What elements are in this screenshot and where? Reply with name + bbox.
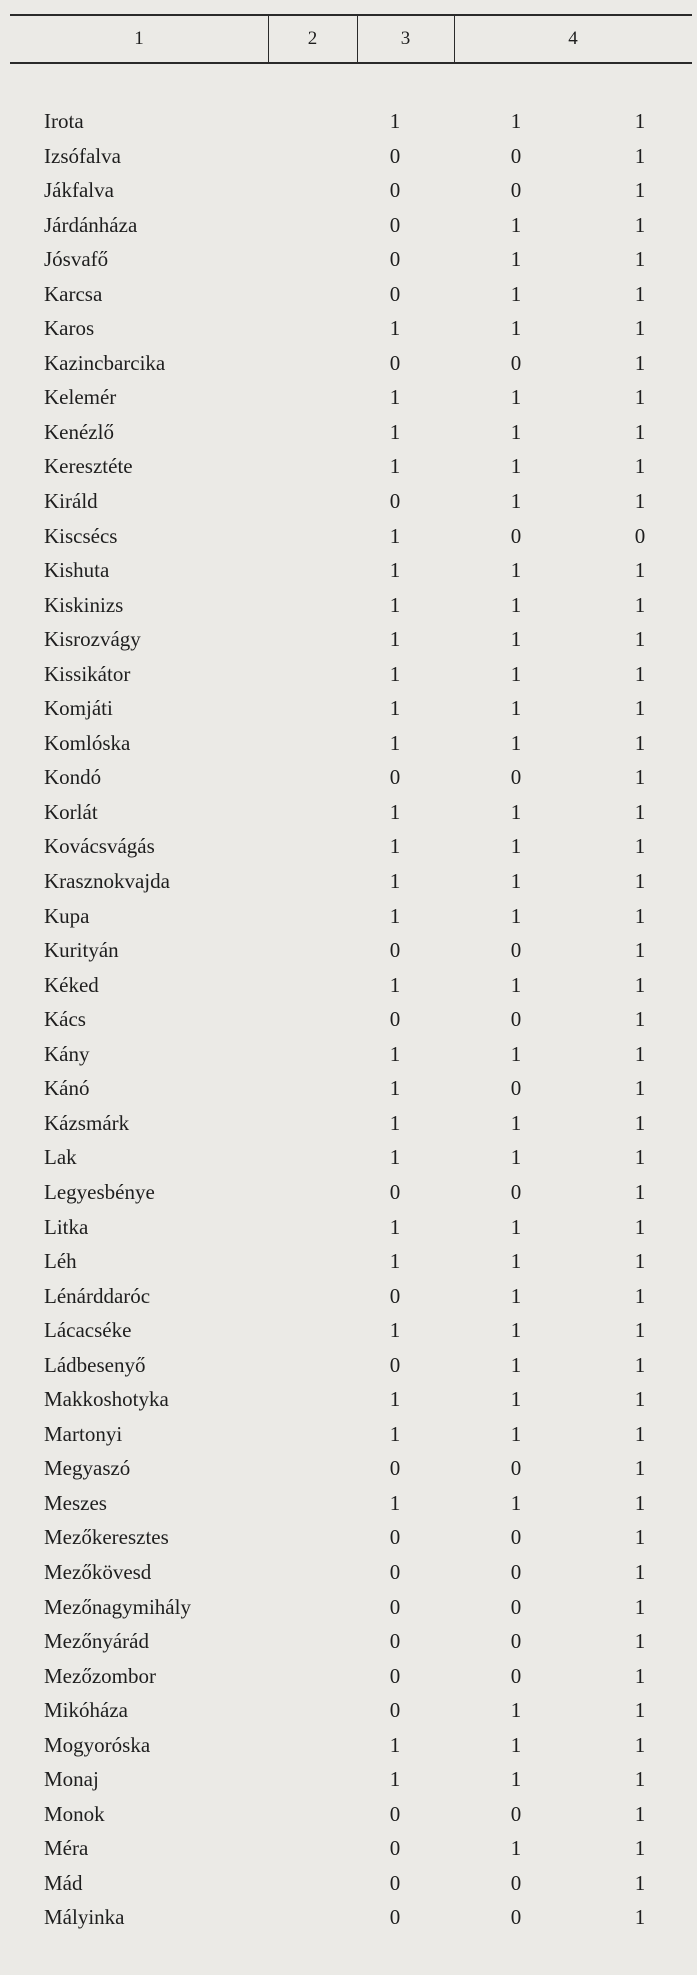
value-col-3: 1	[510, 1387, 522, 1412]
value-col-2: 0	[389, 212, 401, 237]
value-col-3: 1	[510, 869, 522, 894]
place-name: Monok	[44, 1801, 105, 1826]
value-col-4: 1	[634, 1041, 646, 1066]
place-name: Komlóska	[44, 730, 131, 755]
value-col-3: 1	[510, 972, 522, 997]
place-name: Kánó	[44, 1076, 90, 1101]
value-col-4: 1	[634, 1110, 646, 1135]
table-row	[0, 553, 697, 588]
value-col-3: 1	[510, 109, 522, 133]
place-name: Kishuta	[44, 558, 110, 583]
value-col-2: 1	[389, 109, 401, 133]
table-row	[0, 346, 697, 381]
value-col-2: 0	[389, 1456, 401, 1481]
header-divider	[454, 16, 455, 62]
value-col-3: 0	[510, 523, 522, 548]
value-col-3: 1	[510, 627, 522, 652]
table-row	[0, 1693, 697, 1728]
place-name: Mogyoróska	[44, 1732, 151, 1757]
value-col-4: 1	[634, 661, 646, 686]
value-col-4: 1	[634, 730, 646, 755]
value-col-2: 1	[389, 1421, 401, 1446]
table-row	[0, 139, 697, 174]
value-col-2: 1	[389, 627, 401, 652]
value-col-2: 0	[389, 1525, 401, 1550]
value-col-3: 1	[510, 316, 522, 341]
value-col-4: 1	[634, 281, 646, 306]
place-name: Makkoshotyka	[44, 1387, 169, 1412]
place-name: Kissikátor	[44, 661, 131, 686]
place-name: Kázsmárk	[44, 1110, 130, 1135]
value-col-2: 0	[389, 938, 401, 963]
value-col-3: 1	[510, 1490, 522, 1515]
table-row	[0, 1106, 697, 1141]
value-col-2: 0	[389, 1870, 401, 1895]
table-row	[0, 1797, 697, 1832]
table-row	[0, 1762, 697, 1797]
value-col-4: 1	[634, 454, 646, 479]
table-row	[0, 449, 697, 484]
value-col-3: 1	[510, 419, 522, 444]
table-row	[0, 1555, 697, 1590]
place-name: Mikóháza	[44, 1698, 128, 1723]
value-col-4: 1	[634, 350, 646, 375]
value-col-4: 1	[634, 869, 646, 894]
place-name: Királd	[44, 489, 98, 514]
value-col-4: 1	[634, 1283, 646, 1308]
value-col-2: 1	[389, 869, 401, 894]
value-col-4: 1	[634, 903, 646, 928]
value-col-2: 0	[389, 1352, 401, 1377]
header-divider	[268, 16, 269, 62]
value-col-3: 1	[510, 1767, 522, 1792]
value-col-2: 0	[389, 350, 401, 375]
place-name: Komjáti	[44, 696, 113, 721]
table-row	[0, 864, 697, 899]
table-row	[0, 1244, 697, 1279]
value-col-4: 1	[634, 1421, 646, 1446]
place-name: Méra	[44, 1836, 89, 1861]
value-col-3: 1	[510, 696, 522, 721]
value-col-2: 0	[389, 1663, 401, 1688]
value-col-4: 1	[634, 385, 646, 410]
place-name: Mezőnagymihály	[44, 1594, 191, 1619]
value-col-4: 1	[634, 1179, 646, 1204]
value-col-3: 1	[510, 661, 522, 686]
value-col-3: 1	[510, 212, 522, 237]
place-name: Lácacséke	[44, 1318, 132, 1343]
header-col-2: 2	[307, 28, 318, 49]
value-col-4: 1	[634, 938, 646, 963]
table-row	[0, 173, 697, 208]
place-name: Mád	[44, 1870, 83, 1895]
value-col-2: 0	[389, 178, 401, 203]
place-name: Megyaszó	[44, 1456, 131, 1481]
value-col-3: 1	[510, 1421, 522, 1446]
value-col-4: 1	[634, 1318, 646, 1343]
value-col-2: 1	[389, 1490, 401, 1515]
value-col-2: 1	[389, 799, 401, 824]
value-col-3: 0	[510, 1525, 522, 1550]
value-col-3: 0	[510, 1663, 522, 1688]
value-col-2: 0	[389, 1283, 401, 1308]
place-name: Martonyi	[44, 1421, 123, 1446]
place-name: Korlát	[44, 799, 98, 824]
header-col-4: 4	[568, 28, 578, 49]
value-col-4: 1	[634, 1007, 646, 1032]
value-col-2: 0	[389, 281, 401, 306]
value-col-2: 1	[389, 385, 401, 410]
value-col-2: 0	[389, 1905, 401, 1930]
value-col-3: 0	[510, 143, 522, 168]
place-name: Monaj	[44, 1767, 99, 1792]
value-col-4: 1	[634, 1870, 646, 1895]
value-col-4: 1	[634, 1801, 646, 1826]
value-col-4: 1	[634, 765, 646, 790]
value-col-4: 1	[634, 834, 646, 859]
value-col-4: 1	[634, 1076, 646, 1101]
value-col-2: 0	[389, 1836, 401, 1861]
value-col-4: 1	[634, 109, 646, 133]
value-col-2: 0	[389, 1594, 401, 1619]
table-row	[0, 829, 697, 864]
value-col-2: 0	[389, 1629, 401, 1654]
value-col-2: 0	[389, 1801, 401, 1826]
table-row	[0, 1210, 697, 1245]
value-col-4: 1	[634, 489, 646, 514]
table-row	[0, 1037, 697, 1072]
value-col-4: 1	[634, 178, 646, 203]
value-col-4: 1	[634, 1145, 646, 1170]
value-col-3: 0	[510, 1870, 522, 1895]
value-col-2: 1	[389, 592, 401, 617]
table-row	[0, 1728, 697, 1763]
value-col-2: 0	[389, 1698, 401, 1723]
place-name: Kazincbarcika	[44, 350, 166, 375]
value-col-3: 0	[510, 1007, 522, 1032]
table-row	[0, 1175, 697, 1210]
table-row	[0, 1071, 697, 1106]
value-col-3: 0	[510, 765, 522, 790]
value-col-2: 1	[389, 1041, 401, 1066]
table-row	[0, 1279, 697, 1314]
table-row	[0, 588, 697, 623]
table-header	[10, 16, 692, 62]
place-name: Lak	[44, 1145, 77, 1170]
place-name: Meszes	[44, 1490, 107, 1515]
place-name: Mezőzombor	[44, 1663, 156, 1688]
table-row	[0, 415, 697, 450]
value-col-3: 1	[510, 1249, 522, 1274]
table-row	[0, 242, 697, 277]
table-row	[0, 1451, 697, 1486]
place-name: Kondó	[44, 765, 102, 790]
value-col-2: 0	[389, 1007, 401, 1032]
table-row	[0, 622, 697, 657]
value-col-3: 1	[510, 1283, 522, 1308]
value-col-2: 0	[389, 1559, 401, 1584]
value-col-2: 1	[389, 1318, 401, 1343]
value-col-3: 1	[510, 454, 522, 479]
place-name: Kány	[44, 1041, 90, 1066]
value-col-3: 0	[510, 1076, 522, 1101]
value-col-3: 1	[510, 558, 522, 583]
value-col-3: 1	[510, 1352, 522, 1377]
place-name: Kupa	[44, 903, 90, 928]
place-name: Kovácsvágás	[44, 834, 155, 859]
table-row	[0, 484, 697, 519]
value-col-3: 0	[510, 1905, 522, 1930]
value-col-2: 1	[389, 1076, 401, 1101]
value-col-2: 1	[389, 523, 401, 548]
value-col-3: 1	[510, 281, 522, 306]
value-col-4: 1	[634, 1732, 646, 1757]
value-col-4: 1	[634, 1387, 646, 1412]
value-col-3: 0	[510, 938, 522, 963]
value-col-2: 1	[389, 1387, 401, 1412]
value-col-4: 1	[634, 799, 646, 824]
value-col-4: 1	[634, 316, 646, 341]
value-col-2: 0	[389, 247, 401, 272]
place-name: Mezőnyárád	[44, 1629, 149, 1654]
value-col-3: 0	[510, 350, 522, 375]
place-name: Kiscsécs	[44, 523, 118, 548]
table-row	[0, 1659, 697, 1694]
place-name: Karcsa	[44, 281, 103, 306]
table-row	[0, 1313, 697, 1348]
value-col-4: 0	[634, 523, 646, 548]
value-col-4: 1	[634, 1456, 646, 1481]
place-name: Kenézlő	[44, 419, 114, 444]
value-col-3: 1	[510, 1836, 522, 1861]
place-name: Karos	[44, 316, 95, 341]
table-row	[0, 760, 697, 795]
table-row	[0, 1382, 697, 1417]
value-col-4: 1	[634, 1629, 646, 1654]
table-row	[0, 1831, 697, 1866]
place-name: Litka	[44, 1214, 89, 1239]
table-row	[0, 726, 697, 761]
value-col-2: 1	[389, 1732, 401, 1757]
table-body	[0, 104, 697, 1935]
table-row	[0, 104, 697, 139]
value-col-4: 1	[634, 1698, 646, 1723]
value-col-4: 1	[634, 1836, 646, 1861]
value-col-2: 1	[389, 1249, 401, 1274]
value-col-4: 1	[634, 1663, 646, 1688]
value-col-2: 0	[389, 489, 401, 514]
table-row	[0, 1140, 697, 1175]
place-name: Kurityán	[44, 938, 119, 963]
place-name: Krasznokvajda	[44, 869, 170, 894]
value-col-4: 1	[634, 143, 646, 168]
header-col-3: 3	[400, 28, 411, 49]
value-col-2: 1	[389, 903, 401, 928]
table-row	[0, 208, 697, 243]
value-col-2: 0	[389, 1179, 401, 1204]
value-col-3: 0	[510, 1801, 522, 1826]
value-col-2: 1	[389, 1767, 401, 1792]
table-row	[0, 1590, 697, 1625]
value-col-3: 1	[510, 1732, 522, 1757]
value-col-3: 0	[510, 1559, 522, 1584]
place-name: Léh	[44, 1249, 77, 1274]
value-col-4: 1	[634, 1559, 646, 1584]
value-col-3: 1	[510, 247, 522, 272]
value-col-2: 1	[389, 972, 401, 997]
value-col-3: 0	[510, 1629, 522, 1654]
value-col-4: 1	[634, 972, 646, 997]
place-name: Járdánháza	[44, 212, 138, 237]
value-col-3: 1	[510, 1214, 522, 1239]
table-row	[0, 1002, 697, 1037]
value-col-3: 1	[510, 385, 522, 410]
table-row	[0, 311, 697, 346]
header-col-1: 1	[134, 28, 144, 49]
value-col-3: 0	[510, 178, 522, 203]
value-col-3: 1	[510, 1145, 522, 1170]
value-col-4: 1	[634, 1905, 646, 1930]
place-name: Kisrozvágy	[44, 627, 141, 652]
value-col-4: 1	[634, 558, 646, 583]
value-col-4: 1	[634, 592, 646, 617]
value-col-4: 1	[634, 696, 646, 721]
value-col-2: 1	[389, 558, 401, 583]
table-row	[0, 657, 697, 692]
table-row	[0, 380, 697, 415]
value-col-3: 1	[510, 903, 522, 928]
value-col-3: 1	[510, 1698, 522, 1723]
place-name: Kiskinizs	[44, 592, 124, 617]
value-col-3: 1	[510, 1318, 522, 1343]
value-col-3: 1	[510, 489, 522, 514]
place-name: Mezőkövesd	[44, 1559, 152, 1584]
place-name: Kács	[44, 1007, 86, 1032]
value-col-2: 1	[389, 730, 401, 755]
place-name: Irota	[44, 109, 84, 133]
value-col-2: 0	[389, 765, 401, 790]
value-col-4: 1	[634, 627, 646, 652]
place-name: Mezőkeresztes	[44, 1525, 169, 1550]
value-col-4: 1	[634, 247, 646, 272]
value-col-2: 1	[389, 316, 401, 341]
value-col-2: 1	[389, 1145, 401, 1170]
value-col-3: 1	[510, 1041, 522, 1066]
value-col-2: 1	[389, 696, 401, 721]
table-row	[0, 1624, 697, 1659]
table-row	[0, 795, 697, 830]
table-row	[0, 1417, 697, 1452]
value-col-2: 0	[389, 143, 401, 168]
value-col-2: 1	[389, 834, 401, 859]
value-col-3: 1	[510, 592, 522, 617]
place-name: Jósvafő	[44, 247, 109, 272]
place-name: Kelemér	[44, 385, 117, 410]
header-divider	[357, 16, 358, 62]
value-col-4: 1	[634, 1490, 646, 1515]
value-col-3: 0	[510, 1179, 522, 1204]
place-name: Keresztéte	[44, 454, 133, 479]
value-col-2: 1	[389, 1110, 401, 1135]
value-col-3: 1	[510, 834, 522, 859]
place-name: Kéked	[44, 972, 99, 997]
place-name: Lénárddaróc	[44, 1283, 151, 1308]
table-row	[0, 933, 697, 968]
value-col-4: 1	[634, 1249, 646, 1274]
value-col-2: 1	[389, 454, 401, 479]
table-row	[0, 277, 697, 312]
table-row	[0, 968, 697, 1003]
value-col-2: 1	[389, 1214, 401, 1239]
place-name: Ládbesenyő	[44, 1352, 146, 1377]
table-row	[0, 691, 697, 726]
value-col-4: 1	[634, 1594, 646, 1619]
header-bottom-rule	[10, 62, 692, 64]
table-row	[0, 519, 697, 554]
place-name: Legyesbénye	[44, 1179, 155, 1204]
value-col-3: 1	[510, 730, 522, 755]
value-col-4: 1	[634, 419, 646, 444]
place-name: Mályinka	[44, 1905, 125, 1930]
value-col-3: 1	[510, 1110, 522, 1135]
value-col-4: 1	[634, 1525, 646, 1550]
table-row	[0, 1520, 697, 1555]
table-row	[0, 899, 697, 934]
value-col-4: 1	[634, 1352, 646, 1377]
value-col-3: 0	[510, 1594, 522, 1619]
value-col-4: 1	[634, 1214, 646, 1239]
value-col-2: 1	[389, 661, 401, 686]
value-col-3: 0	[510, 1456, 522, 1481]
place-name: Jákfalva	[44, 178, 114, 203]
table-row	[0, 1486, 697, 1521]
value-col-3: 1	[510, 799, 522, 824]
value-col-4: 1	[634, 212, 646, 237]
value-col-4: 1	[634, 1767, 646, 1792]
value-col-2: 1	[389, 419, 401, 444]
place-name: Izsófalva	[44, 143, 121, 168]
table-row	[0, 1866, 697, 1901]
table-row	[0, 1348, 697, 1383]
table-row	[0, 1900, 697, 1935]
